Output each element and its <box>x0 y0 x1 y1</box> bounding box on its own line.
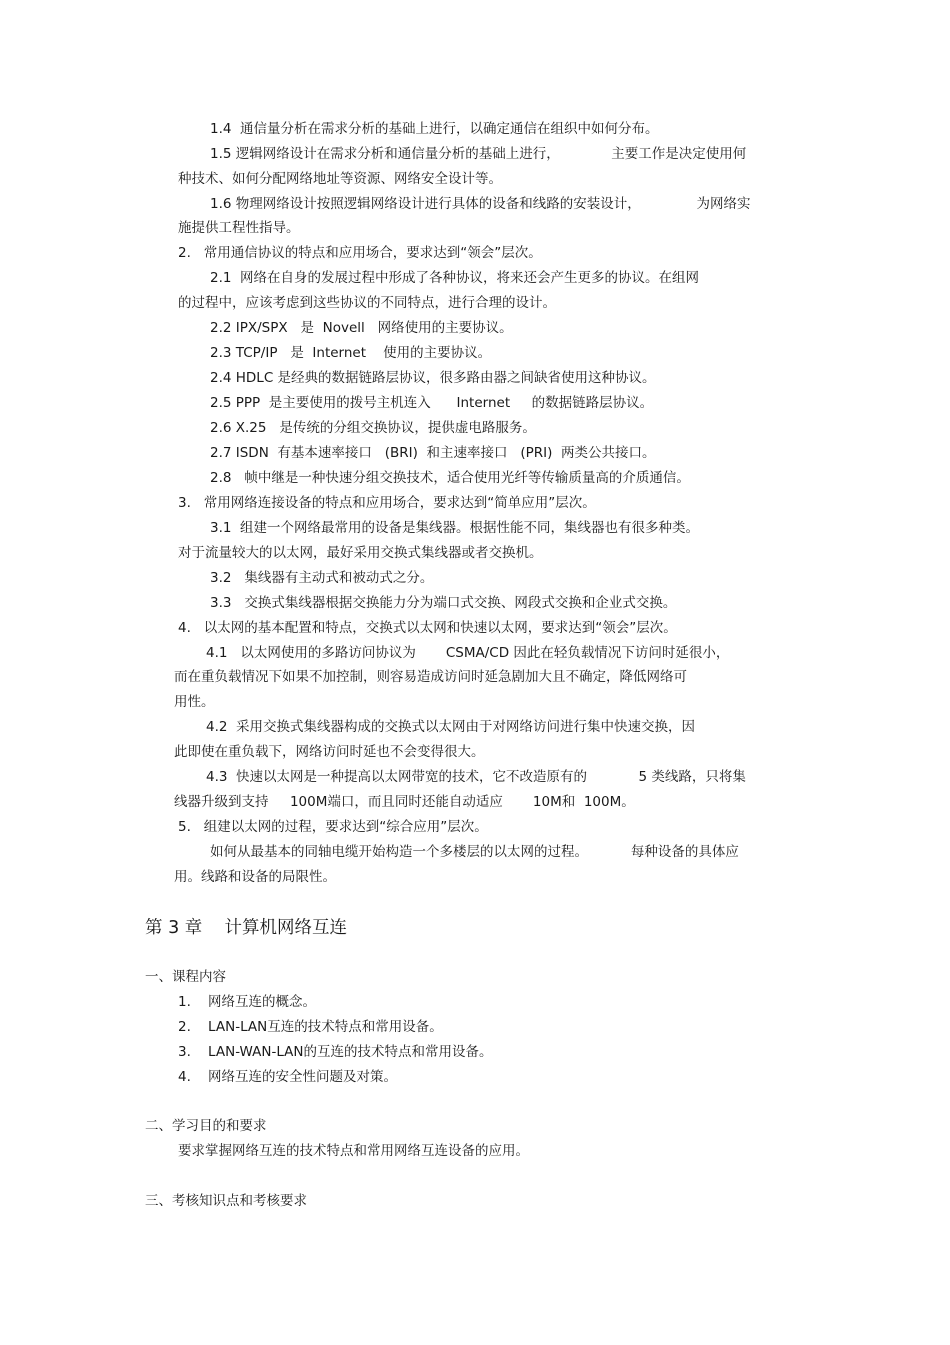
text-line: 2.7 ISDN 有基本速率接口 (BRI) 和主速率接口 (PRI) 两类公共接口。 <box>210 445 656 461</box>
text-line: 施提供工程性指导。 <box>178 220 300 236</box>
text-line: 的过程中，应该考虑到这些协议的不同特点，进行合理的设计。 <box>178 295 556 311</box>
text-line: 如何从最基本的同轴电缆开始构造一个多楼层的以太网的过程。 每种设备的具体应 <box>210 844 739 860</box>
text-line: 此即使在重负载下，网络访问时延也不会变得很大。 <box>174 744 485 760</box>
text-line: 3.3 交换式集线器根据交换能力分为端口式交换、网段式交换和企业式交换。 <box>210 595 677 611</box>
section-heading: 二、学习目的和要求 <box>145 1118 267 1134</box>
text-line: 用。线路和设备的局限性。 <box>174 869 336 885</box>
text-line: 4. 以太网的基本配置和特点，交换式以太网和快速以太网，要求达到“领会”层次。 <box>178 620 677 636</box>
text-line: 2. 常用通信协议的特点和应用场合，要求达到“领会”层次。 <box>178 245 542 261</box>
chapter-heading: 第 3 章 计算机网络互连 <box>145 918 348 938</box>
text-line: 2.1 网络在自身的发展过程中形成了各种协议，将来还会产生更多的协议。在组网 <box>210 270 700 286</box>
section-heading: 一、课程内容 <box>145 969 226 985</box>
text-line: 1.5 逻辑网络设计在需求分析和通信量分析的基础上进行， 主要工作是决定使用何 <box>210 146 747 162</box>
text-line: 3.2 集线器有主动式和被动式之分。 <box>210 570 434 586</box>
list-item: 3. LAN-WAN-LAN的互连的技术特点和常用设备。 <box>178 1044 493 1060</box>
text-line: 4.3 快速以太网是一种提高以太网带宽的技术，它不改造原有的 5 类线路，只将集 <box>206 769 746 785</box>
text-line: 用性。 <box>174 694 215 710</box>
text-line: 2.6 X.25 是传统的分组交换协议，提供虚电路服务。 <box>210 420 536 436</box>
section-heading: 三、考核知识点和考核要求 <box>145 1193 307 1209</box>
text-line: 种技术、如何分配网络地址等资源、网络安全设计等。 <box>178 171 502 187</box>
text-line: 对于流量较大的以太网，最好采用交换式集线器或者交换机。 <box>178 545 543 561</box>
text-line: 1.4 通信量分析在需求分析的基础上进行，以确定通信在组织中如何分布。 <box>210 121 659 137</box>
list-item: 4. 网络互连的安全性问题及对策。 <box>178 1069 398 1085</box>
text-line: 4.2 采用交换式集线器构成的交换式以太网由于对网络访问进行集中快速交换，因 <box>206 719 696 735</box>
text-line: 1.6 物理网络设计按照逻辑网络设计进行具体的设备和线路的安装设计， 为网络实 <box>210 196 751 212</box>
text-line: 线器升级到支持 100M端口，而且同时还能自动适应 10M和 100M。 <box>174 794 635 810</box>
text-line: 2.8 帧中继是一种快速分组交换技术，适合使用光纤等传输质量高的介质通信。 <box>210 470 690 486</box>
text-line: 2.2 IPX/SPX 是 Novell 网络使用的主要协议。 <box>210 320 513 336</box>
text-line: 2.4 HDLC 是经典的数据链路层协议，很多路由器之间缺省使用这种协议。 <box>210 370 656 386</box>
text-line: 3.1 组建一个网络最常用的设备是集线器。根据性能不同，集线器也有很多种类。 <box>210 520 700 536</box>
text-line: 4.1 以太网使用的多路访问协议为 CSMA/CD 因此在轻负载情况下访问时延很小， <box>206 645 730 661</box>
text-line: 2.3 TCP/IP 是 Internet 使用的主要协议。 <box>210 345 492 361</box>
text-line: 而在重负载情况下如果不加控制，则容易造成访问时延急剧加大且不确定，降低网络可 <box>174 669 687 685</box>
text-line: 5. 组建以太网的过程，要求达到“综合应用”层次。 <box>178 819 488 835</box>
text-line: 2.5 PPP 是主要使用的拨号主机连入 Internet 的数据链路层协议。 <box>210 395 654 411</box>
text-line: 3. 常用网络连接设备的特点和应用场合，要求达到“简单应用”层次。 <box>178 495 596 511</box>
list-item: 1. 网络互连的概念。 <box>178 994 317 1010</box>
list-item: 2. LAN-LAN互连的技术特点和常用设备。 <box>178 1019 443 1035</box>
text-line: 要求掌握网络互连的技术特点和常用网络互连设备的应用。 <box>178 1143 529 1159</box>
